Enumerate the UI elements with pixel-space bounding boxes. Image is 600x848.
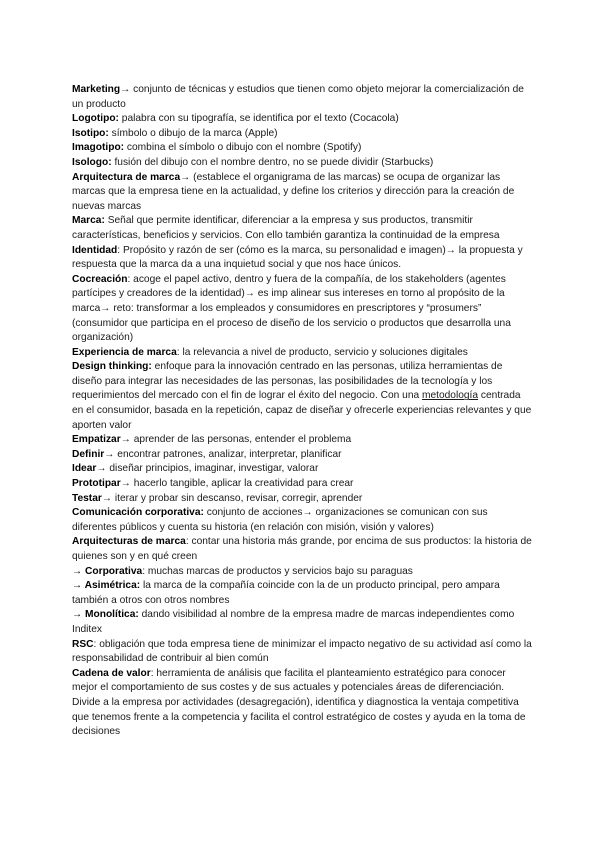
- entry-separator: →: [120, 478, 134, 490]
- entry-term: Arquitectura de marca: [72, 171, 181, 183]
- entry-arquitecturas-de-marca: [72, 535, 532, 564]
- entry-text: obligación que toda empresa tiene de minimizar el impacto negativo de su actividad así como la responsabilidad de contribuir al bien común: [72, 638, 532, 665]
- entry-text-continued: centrada en el consumidor, basada en la repetición, capaz de diseñar y ofrecerle experiencias relevantes y que aporten valor: [72, 390, 532, 431]
- entry-text: conjunto de técnicas y estudios que tienen como objeto mejorar la comercialización de un producto: [72, 84, 524, 110]
- entry-experiencia-de-marca: [72, 346, 532, 361]
- underlined-term-metodologia: metodología: [421, 390, 479, 402]
- entry-text: contar una historia más grande, por encima de sus productos: la historia de quienes son y en qué creen: [72, 536, 532, 562]
- notes-body: [72, 83, 532, 740]
- entry-term: Design thinking:: [72, 361, 152, 373]
- entry-term: Marca:: [72, 215, 105, 227]
- entry-identidad: [72, 244, 532, 273]
- entry-separator: :: [117, 244, 123, 256]
- entry-isologo: [72, 156, 532, 171]
- entry-text: la marca de la compañía coincide con la de un producto principal, pero ampara también a otros con otros nombres: [72, 580, 500, 606]
- entry-text: acoge el papel activo, dentro y fuera de la compañía, de los stakeholders (agentes partícipes y creadores de la identidad)→ es imp alinear sus intereses en torno al propósito de la marca→ reto: transformar a los empleados y consumidores en prescriptores y “prosumers” (consumidor que participa en el proceso de diseño de los servicio o productos que desarrolla una organización): [72, 273, 511, 344]
- entry-asimetrica: [72, 579, 532, 608]
- entry-arquitectura-de-marca: [72, 171, 532, 215]
- entry-term: Experiencia de marca: [72, 346, 177, 358]
- entry-monolitica: [72, 608, 532, 637]
- entry-separator: →: [96, 463, 110, 475]
- entry-imagotipo: [72, 141, 532, 156]
- entry-term: → Asimétrica:: [72, 580, 141, 592]
- entry-text: iterar y probar sin descanso, revisar, corregir, aprender: [114, 492, 363, 504]
- entry-comunicacion-corporativa: [72, 506, 532, 535]
- entry-corporativa: [72, 565, 532, 580]
- entry-separator: →: [120, 434, 134, 446]
- entry-rsc: [72, 638, 532, 667]
- entry-term: Comunicación corporativa:: [72, 507, 204, 519]
- entry-cadena-de-valor: [72, 667, 532, 740]
- entry-term: Isologo:: [72, 156, 112, 168]
- entry-text: herramienta de análisis que facilita el planteamiento estratégico para conocer mejor el comportamiento de sus costes y de sus actuales y potenciales áreas de diferenciación. Divide a la empresa por actividades (desagregación), identifica y diagnostica la ventaja competitiva que tenemos frente a la competencia y facilita el control estratégico de costes y ayuda en la toma de decisiones: [72, 667, 526, 738]
- entry-isotipo: [72, 127, 532, 142]
- entry-term: RSC: [72, 638, 94, 650]
- entry-cocreacion: [72, 273, 532, 346]
- entry-text: aprender de las personas, entender el problema: [133, 434, 352, 446]
- entry-term: Marketing: [72, 84, 121, 95]
- entry-design-thinking: [72, 360, 532, 433]
- entry-text: conjunto de acciones→ organizaciones se comunican con sus diferentes públicos y cuenta su historia (en relación con misión, visión y valores): [72, 507, 488, 533]
- entry-text: símbolo o dibujo de la marca (Apple): [111, 127, 278, 139]
- entry-text: palabra con su tipografía, se identifica por el texto (Cocacola): [121, 113, 399, 125]
- entry-prototipar: [72, 477, 532, 492]
- entry-term: Testar: [72, 492, 102, 504]
- entry-testar: [72, 492, 532, 507]
- entry-separator: :: [176, 346, 183, 358]
- entry-marca: [72, 214, 532, 243]
- entry-text: Señal que permite identificar, diferenciar a la empresa y sus productos, transmitir características, beneficios y servicios. Con ello también garantiza la continuidad de la empresa: [72, 215, 500, 241]
- entry-text: dando visibilidad al nombre de la empresa madre de marcas independientes como Inditex: [72, 609, 515, 635]
- entry-separator: →: [180, 171, 194, 183]
- entry-text: Propósito y razón de ser (cómo es la marca, su personalidad e imagen)→ la propuesta y respuesta que la marca da a una inquietud social y que nos hace únicos.: [72, 244, 523, 271]
- entry-separator: :: [127, 273, 134, 285]
- entry-text: hacerlo tangible, aplicar la creatividad para crear: [133, 478, 354, 490]
- entry-term: Arquitecturas de marca: [72, 536, 186, 548]
- entry-text: la relevancia a nivel de producto, servicio y soluciones digitales: [182, 346, 468, 358]
- entry-term: Definir: [72, 448, 105, 460]
- entry-separator: →: [101, 492, 115, 504]
- entry-marketing: [72, 83, 532, 112]
- entry-term: Empatizar: [72, 434, 121, 446]
- entry-text: diseñar principios, imaginar, investigar, valorar: [109, 463, 319, 475]
- entry-separator: →: [120, 84, 134, 95]
- entry-term: Cocreación: [72, 273, 128, 285]
- entry-separator: →: [104, 448, 118, 460]
- entry-term: Cadena de valor: [72, 667, 151, 679]
- entry-separator: :: [150, 667, 157, 679]
- entry-separator: :: [142, 565, 148, 577]
- entry-separator: :: [185, 536, 192, 548]
- entry-text: muchas marcas de productos y servicios bajo su paraguas: [147, 565, 413, 577]
- entry-empatizar: [72, 433, 532, 448]
- entry-term: Idear: [72, 463, 97, 475]
- entry-text: enfoque para la innovación centrado en las personas, utiliza herramientas de diseño para integrar las necesidades de las personas, las posibilidades de la tecnología y los requerimientos del mercado con el fin de lograr el éxito del negocio. Con una: [72, 361, 503, 402]
- entry-text: encontrar patrones, analizar, interpretar, planificar: [117, 448, 342, 460]
- entry-term: Imagotipo:: [72, 142, 125, 154]
- entry-definir: [72, 448, 532, 463]
- entry-term: → Monolítica:: [72, 609, 139, 621]
- entry-idear: [72, 462, 532, 477]
- entry-term: Identidad: [72, 244, 118, 256]
- entry-term: Logotipo:: [72, 113, 119, 125]
- entry-text: combina el símbolo o dibujo con el nombre (Spotify): [126, 142, 362, 154]
- entry-term: Prototipar: [72, 478, 121, 490]
- entry-term: Isotipo:: [72, 127, 109, 139]
- entry-text: (establece el organigrama de las marcas) se ocupa de organizar las marcas que la empresa tiene en la actualidad, y define los criterios y dirección para la creación de nuevas marcas: [72, 171, 515, 212]
- entry-separator: :: [93, 638, 100, 650]
- entry-text: fusión del dibujo con el nombre dentro, no se puede dividir (Starbucks): [114, 156, 434, 168]
- entry-term: → Corporativa: [72, 565, 143, 577]
- entry-logotipo: [72, 112, 532, 127]
